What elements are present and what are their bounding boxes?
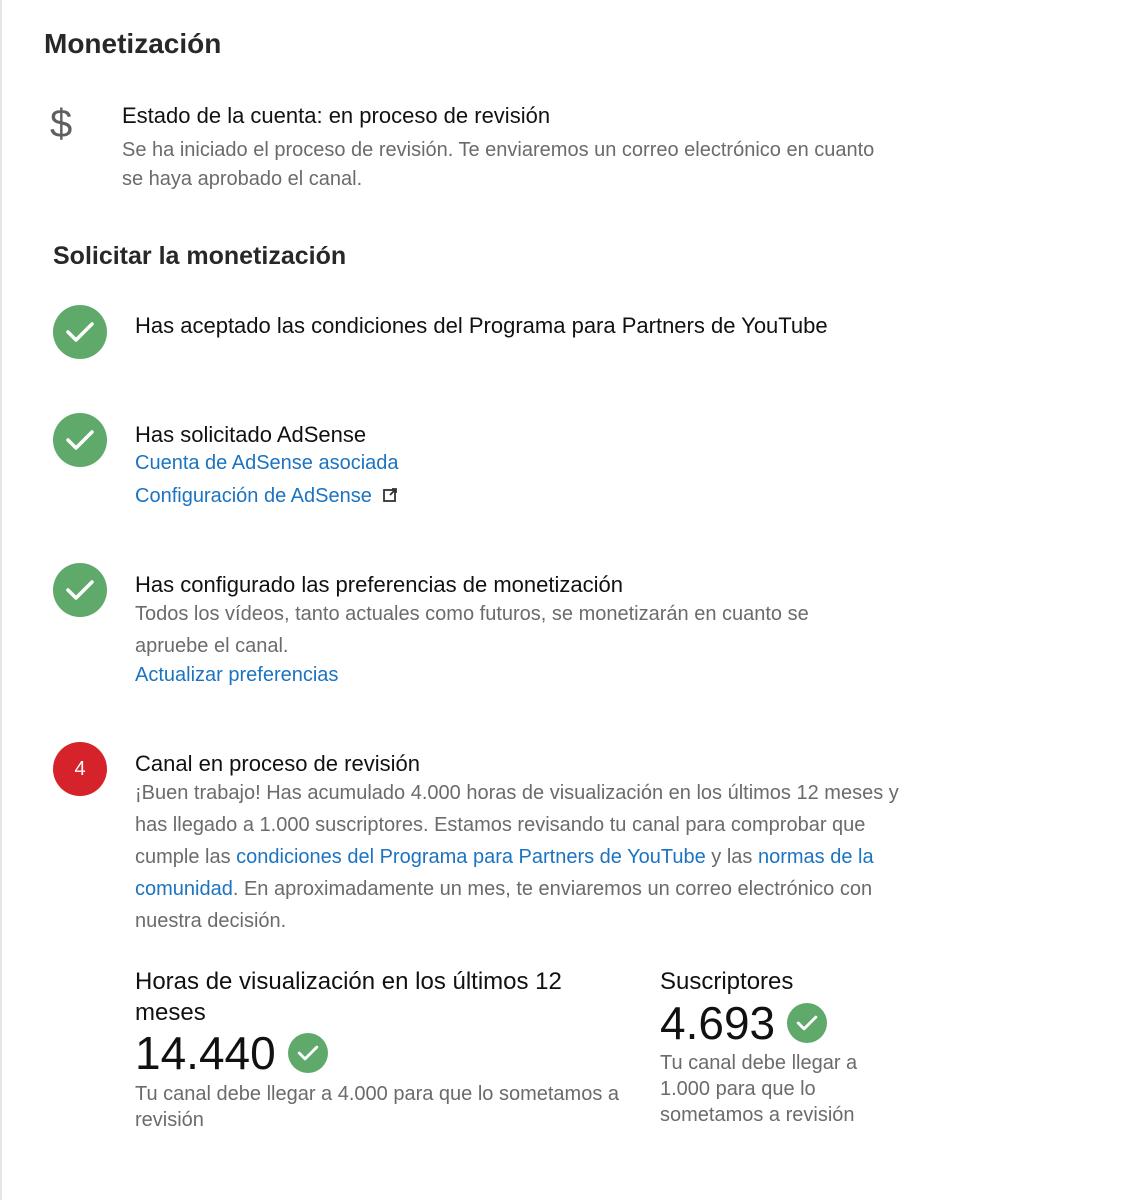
- step-4-number: 4: [74, 757, 86, 780]
- external-link-icon: [382, 487, 398, 508]
- step-2-check-icon: [53, 413, 107, 467]
- step-3-title: Has configurado las preferencias de monetización: [135, 572, 623, 597]
- subscribers-label: Suscriptores: [660, 968, 794, 995]
- subscribers-value: 4.693: [660, 997, 776, 1049]
- dollar-icon: $: [50, 102, 73, 146]
- adsense-settings-link-wrapper: [135, 485, 398, 508]
- step-4-title: Canal en proceso de revisión: [135, 751, 420, 776]
- account-status-title: Estado de la cuenta: en proceso de revisión: [122, 103, 551, 128]
- community-guidelines-link[interactable]: normas de la comunidad: [135, 846, 874, 900]
- partner-program-terms-link[interactable]: condiciones del Programa para Partners de YouTube: [236, 846, 706, 868]
- watch-hours-value: 14.440: [135, 1027, 276, 1079]
- step-2-title: Has solicitado AdSense: [135, 422, 367, 447]
- adsense-settings-link[interactable]: Configuración de AdSense: [135, 485, 372, 507]
- watch-hours-note: Tu canal debe llegar a 4.000 para que lo sometamos a revisión: [135, 1083, 620, 1131]
- step-4-desc-text-2: y las: [705, 846, 758, 868]
- step-4-number-badge: [53, 742, 107, 796]
- watch-hours-value-row: [135, 1027, 328, 1079]
- step-4-desc-text-1: ¡Buen trabajo! Has acumulado 4.000 horas de visualización en los últimos 12 meses y has llegado a 1.000 suscriptores. Estamos revisando tu canal para comprobar que cumple las: [135, 782, 899, 868]
- step-4-desc-text-3: . En aproximadamente un mes, te enviaremos un correo electrónico con nuestra decisión.: [135, 878, 873, 932]
- step-3-check-icon: [53, 563, 107, 617]
- section-title-apply: Solicitar la monetización: [53, 242, 347, 270]
- page-title: Monetización: [44, 28, 222, 59]
- step-4-description: [135, 777, 910, 937]
- account-status-description: Se ha iniciado el proceso de revisión. Te enviaremos un correo electrónico en cuanto se haya aprobado el canal.: [122, 139, 875, 190]
- subscribers-check-icon: [787, 1003, 827, 1043]
- subscribers-note: Tu canal debe llegar a 1.000 para que lo sometamos a revisión: [660, 1052, 858, 1126]
- step-1-check-icon: [53, 305, 107, 359]
- subscribers-value-row: [660, 997, 827, 1049]
- linked-adsense-account-link[interactable]: Cuenta de AdSense asociada: [135, 452, 399, 474]
- step-3-description: Todos los vídeos, tanto actuales como futuros, se monetizarán en cuanto se apruebe el canal.: [135, 603, 809, 657]
- watch-hours-check-icon: [288, 1033, 328, 1073]
- watch-hours-label: Horas de visualización en los últimos 12 meses: [135, 968, 562, 1026]
- step-1-title: Has aceptado las condiciones del Programa para Partners de YouTube: [135, 313, 828, 338]
- update-preferences-link[interactable]: Actualizar preferencias: [135, 664, 339, 686]
